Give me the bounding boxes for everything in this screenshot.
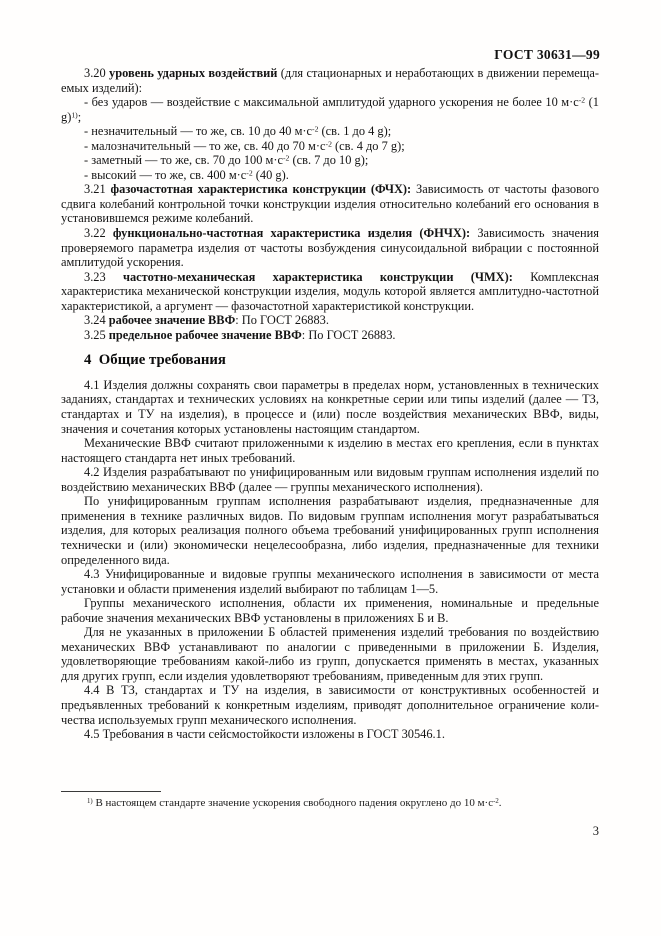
text-run: Зависимость от частоты фазового сдвига колебаний контрольной точки конструкции изделия относительно колебаний его основания в установившемся режиме колебаний. bbox=[61, 182, 600, 226]
paragraph-4.2 bbox=[61, 465, 599, 494]
text-run: 4.4 В ТЗ, стандартах и ТУ на изделия, в зависимости от конструктивных особенностей и предъявленных требований к конкретным изделиям, приводят дополнительное ограничение количества используемых групп механического исполнения. bbox=[61, 683, 599, 727]
superscript: 1) bbox=[71, 110, 78, 120]
text-run: (1 g) bbox=[61, 95, 599, 124]
paragraph-4.3-groups bbox=[61, 596, 599, 625]
superscript: -2 bbox=[325, 139, 332, 149]
bold-term: уровень ударных воздействий bbox=[109, 66, 278, 80]
paragraph-3.20 bbox=[61, 66, 599, 95]
text-run: - незначительный — то же, св. 10 до 40 м·с bbox=[84, 124, 313, 139]
bold-term: частотно-механическая характеристика конструкции (ЧМХ): bbox=[123, 269, 513, 284]
paragraph-4.3 bbox=[61, 567, 599, 596]
text-run: Механические ВВФ считают приложенными к изделию в местах его крепления, если в пунктах настоящего стандарта нет иных требований. bbox=[61, 436, 599, 465]
text-run: : По ГОСТ 26883. bbox=[235, 313, 329, 328]
footnote-text bbox=[61, 797, 599, 811]
paragraph-4.5 bbox=[61, 727, 599, 742]
text-run: 4.2 Изделия разрабатывают по унифицированным или видовым группам исполнения изделий по воздействию механических ВВФ (далее — группы механического исполнения). bbox=[61, 465, 599, 494]
standard-number-header: ГОСТ 30631—99 bbox=[494, 47, 600, 62]
text-run: По унифицированным группам исполнения разрабатывают изделия, предназначенные для применения в технике различных видов. По видовым группам исполнения могут разрабатываться изделия, для которых реализация полного объема требований унифицированных групп исполнения технически и (или) экономически нецелесообразна, либо изделия, предназначенные для техники определенного вида. bbox=[61, 494, 599, 567]
text-run: (40 g). bbox=[252, 167, 289, 182]
paragraph-3.25 bbox=[61, 328, 599, 343]
paragraph-4.1 bbox=[61, 378, 599, 436]
superscript: -2 bbox=[493, 797, 499, 805]
paragraph-3.20-noticeable bbox=[61, 153, 599, 168]
paragraph-3.24 bbox=[61, 313, 599, 328]
text-run: (св. 7 до 10 g); bbox=[289, 153, 369, 168]
paragraph-4.3-analogy bbox=[61, 625, 599, 683]
superscript: -2 bbox=[312, 124, 319, 134]
text-run: 3.23 bbox=[84, 269, 123, 284]
text-run: 3.20 bbox=[84, 66, 110, 80]
paragraph-3.20-no-shocks bbox=[61, 95, 599, 124]
paragraph-4.4 bbox=[61, 683, 599, 727]
text-run: Зависимость значения проверяемого параметра изделия от частоты возбуждения синусоидальной вибрации с постоянной амплитудой ускорения. bbox=[61, 226, 599, 270]
superscript: -2 bbox=[246, 168, 253, 178]
text-run: (св. 1 до 4 g); bbox=[318, 124, 392, 139]
paragraph-3.20-insignificant bbox=[61, 124, 599, 139]
paragraph-3.21 bbox=[61, 182, 599, 226]
paragraph-3.23 bbox=[61, 270, 599, 314]
document-body bbox=[61, 66, 599, 742]
text-run: 4.5 Требования в части сейсмостойкости изложены в ГОСТ 30546.1. bbox=[84, 727, 445, 742]
text-run: Группы механического исполнения, области их применения, номинальные и предельные рабочие значения механических ВВФ установлены в приложениях Б и В. bbox=[61, 596, 599, 625]
text-run: Для не указанных в приложении Б областей применения изделий требования по воздействию механических ВВФ устанавливают по аналогии с приведенными в приложении Б. Изделия, удовлетворяющие требованиям какой-либо из групп, допускается применять в местах, указанных для других групп, если изделия удовлетворяют требованиям, приведенным для этих групп. bbox=[61, 625, 599, 683]
page-number: 3 bbox=[592, 824, 599, 838]
bold-term: рабочее значение ВВФ bbox=[108, 313, 236, 328]
paragraph-3.20-minor bbox=[61, 139, 599, 154]
paragraph-4.2-unified bbox=[61, 494, 599, 567]
bold-term: предельное рабочее значение ВВФ bbox=[108, 327, 302, 342]
text-run: 3.21 bbox=[84, 182, 111, 197]
text-run: : По ГОСТ 26883. bbox=[301, 327, 396, 342]
superscript: 1) bbox=[87, 797, 93, 805]
paragraph-3.20-high bbox=[61, 168, 599, 183]
section-heading-4 bbox=[61, 353, 599, 368]
text-run: - заметный — то же, св. 70 до 100 м·с bbox=[84, 153, 283, 168]
text-run: - без ударов — воздействие с максимальной амплитудой ударного ускорения не более 10 м·с bbox=[84, 95, 579, 110]
text-run: В настоящем стандарте значение ускорения свободного падения округлено до 10 м·с bbox=[92, 797, 494, 809]
superscript: -2 bbox=[578, 95, 586, 105]
bold-term: функционально-частотная характеристика изделия (ФНЧХ): bbox=[112, 226, 471, 241]
text-run: 3.24 bbox=[84, 313, 109, 328]
text-run: . bbox=[498, 797, 502, 809]
text-run: 4 Общие требования bbox=[84, 352, 226, 369]
superscript: -2 bbox=[282, 153, 290, 163]
text-run: 3.25 bbox=[84, 327, 109, 342]
text-run: - малозначительный — то же, св. 40 до 70 м·с bbox=[84, 138, 326, 153]
text-run: (св. 4 до 7 g); bbox=[331, 138, 405, 153]
text-run: - высокий — то же, св. 400 м·с bbox=[84, 167, 247, 182]
text-run: 3.22 bbox=[84, 226, 113, 241]
text-run: Комплексная характеристика механической конструкции изделия, модуль которой является амплитудно-частотной характеристикой, а аргумент — фазочастотной характеристикой конструкции. bbox=[61, 269, 600, 313]
bold-term: фазочастотная характеристика конструкции (ФЧХ): bbox=[110, 182, 412, 197]
text-run: (для стационарных и неработающих в движении перемещаемых изделий): bbox=[61, 66, 599, 95]
paragraph-4.1-note bbox=[61, 436, 599, 465]
text-run: 4.1 Изделия должны сохранять свои параметры в пределах норм, установленных в технических заданиях, стандартах и технических условиях на конкретные серии или типы изделий (далее — ТЗ, стандартах и ТУ на изделия), в процессе и (или) после воздействия механических ВВФ, виды, значения и сочетания которых установлены настоящим стандартом. bbox=[61, 377, 599, 436]
text-run: 4.3 Унифицированные и видовые группы механического исполнения в зависимости от места установки и области применения изделий выбирают по таблицам 1—5. bbox=[61, 567, 599, 596]
footnote-area bbox=[61, 791, 599, 811]
paragraph-3.22 bbox=[61, 226, 599, 270]
footnote-separator-rule bbox=[61, 791, 161, 792]
text-run: ; bbox=[77, 109, 82, 124]
